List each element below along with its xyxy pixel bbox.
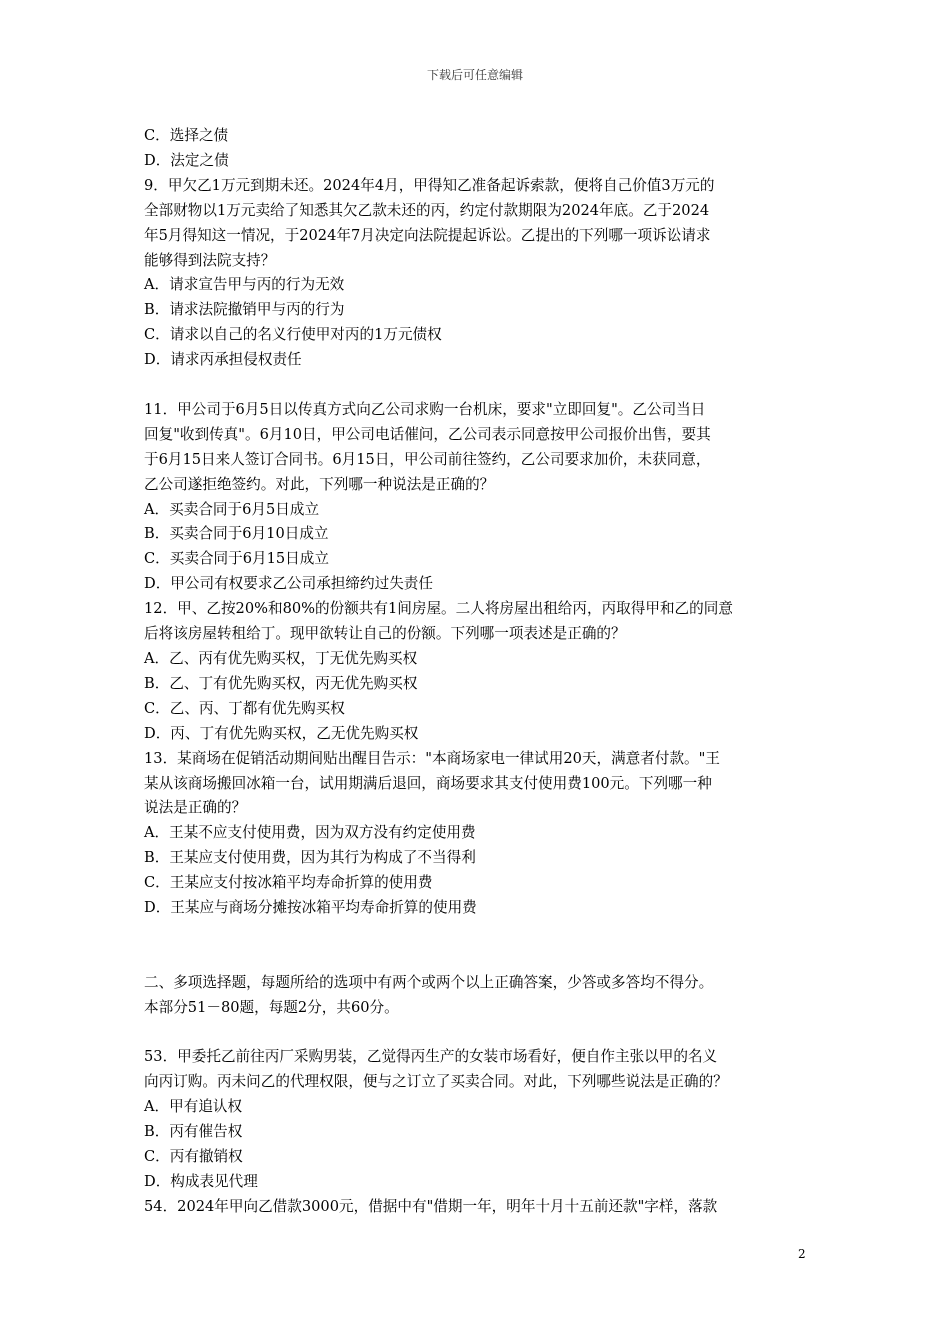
question-text-line: 某从该商场搬回冰箱一台，试用期满后退回，商场要求其支付使用费100元。下列哪一种 [144, 774, 712, 792]
question-11 [144, 398, 824, 597]
option-a: A．买卖合同于6月5日成立 [144, 500, 320, 518]
option-c: C．乙、丙、丁都有优先购买权 [144, 699, 345, 717]
question-text-line: 后将该房屋转租给丁。现甲欲转让自己的份额。下列哪一项表述是正确的？ [144, 625, 626, 643]
question-text-line: 说法是正确的？ [144, 799, 247, 817]
blank-line [144, 946, 824, 971]
option-b: B．王某应支付使用费，因为其行为构成了不当得利 [144, 849, 476, 867]
option-b: B．买卖合同于6月10日成立 [144, 525, 329, 543]
option-b: B．乙、丁有优先购买权，丙无优先购买权 [144, 674, 418, 692]
question-text-line: 12．甲、乙按20%和80%的份额共有1间房屋。二人将房屋出租给丙，丙取得甲和乙的同意 [144, 600, 733, 618]
question-text-line: 能够得到法院支持？ [144, 251, 276, 269]
page-header: 下载后可任意编辑 [426, 68, 523, 82]
option-d: D．丙、丁有优先购买权，乙无优先购买权 [144, 724, 419, 742]
question-text-line: 13．某商场在促销活动期间贴出醒目告示："本商场家电一律试用20天，满意者付款。"王 [144, 749, 720, 767]
question-text-line: 53．甲委托乙前往丙厂采购男装，乙觉得丙生产的女装市场看好，便自作主张以甲的名义 [144, 1048, 718, 1066]
option-c: C．请求以自己的名义行使甲对丙的1万元债权 [144, 326, 442, 344]
question-53 [144, 1045, 824, 1194]
question-9 [144, 174, 824, 373]
question-text-line: 于6月15日来人签订合同书。6月15日，甲公司前往签约，乙公司要求加价，未获同意， [144, 450, 711, 468]
section-2-heading [144, 971, 824, 1021]
blank-line [144, 1021, 824, 1046]
option-a: A．甲有追认权 [144, 1098, 243, 1116]
option-b: B．丙有催告权 [144, 1123, 243, 1141]
section-text-line: 二、多项选择题，每题所给的选项中有两个或两个以上正确答案，少答或多答均不得分。 [144, 973, 714, 991]
option-c: C．丙有撤销权 [144, 1148, 243, 1166]
question-text-line: 11．甲公司于6月5日以传真方式向乙公司求购一台机床，要求"立即回复"。乙公司当日 [144, 400, 706, 418]
option-a: A．王某不应支付使用费，因为双方没有约定使用费 [144, 824, 476, 842]
page-number: 2 [798, 1247, 806, 1261]
question-12 [144, 597, 824, 746]
question-text-line: 回复"收到传真"。6月10日，甲公司电话催问，乙公司表示同意按甲公司报价出售，要其 [144, 425, 711, 443]
option-d: D．构成表见代理 [144, 1173, 258, 1190]
option-d: D．法定之债 [144, 151, 229, 169]
option-d: D．王某应与商场分摊按冰箱平均寿命折算的使用费 [144, 899, 477, 917]
question-text-line: 全部财物以1万元卖给了知悉其欠乙款未还的丙，约定付款期限为2024年底。乙于2024 [144, 201, 710, 219]
option-c: C．买卖合同于6月15日成立 [144, 550, 329, 568]
option-d: D．请求丙承担侵权责任 [144, 351, 302, 369]
section-text-line: 本部分51－80题，每题2分，共60分。 [144, 998, 399, 1016]
option-b: B．请求法院撤销甲与丙的行为 [144, 301, 345, 319]
document-body [144, 124, 824, 1220]
option-a: A．乙、丙有优先购买权，丁无优先购买权 [144, 650, 418, 668]
question-text-line: 54．2024年甲向乙借款3000元，借据中有"借期一年，明年十月十五前还款"字样，落款 [144, 1197, 718, 1215]
option-d: D．甲公司有权要求乙公司承担缔约过失责任 [144, 575, 433, 593]
blank-line [144, 373, 824, 398]
question-text-line: 乙公司遂拒绝签约。对此，下列哪一种说法是正确的？ [144, 475, 495, 493]
option-c: C．选择之债 [144, 127, 229, 144]
question-54 [144, 1195, 824, 1220]
question-text-line: 年5月得知这一情况，于2024年7月决定向法院提起诉讼。乙提出的下列哪一项诉讼请求 [144, 226, 711, 244]
question-text-line: 向丙订购。丙未问乙的代理权限，便与之订立了买卖合同。对此，下列哪些说法是正确的？ [144, 1073, 728, 1091]
question-text-line: 9．甲欠乙1万元到期未还。2024年4月，甲得知乙准备起诉索款，便将自己价值3万元的 [144, 176, 715, 194]
option-c: C．王某应支付按冰箱平均寿命折算的使用费 [144, 874, 433, 892]
question-13 [144, 747, 824, 921]
option-a: A．请求宣告甲与丙的行为无效 [144, 276, 345, 294]
blank-line [144, 921, 824, 946]
